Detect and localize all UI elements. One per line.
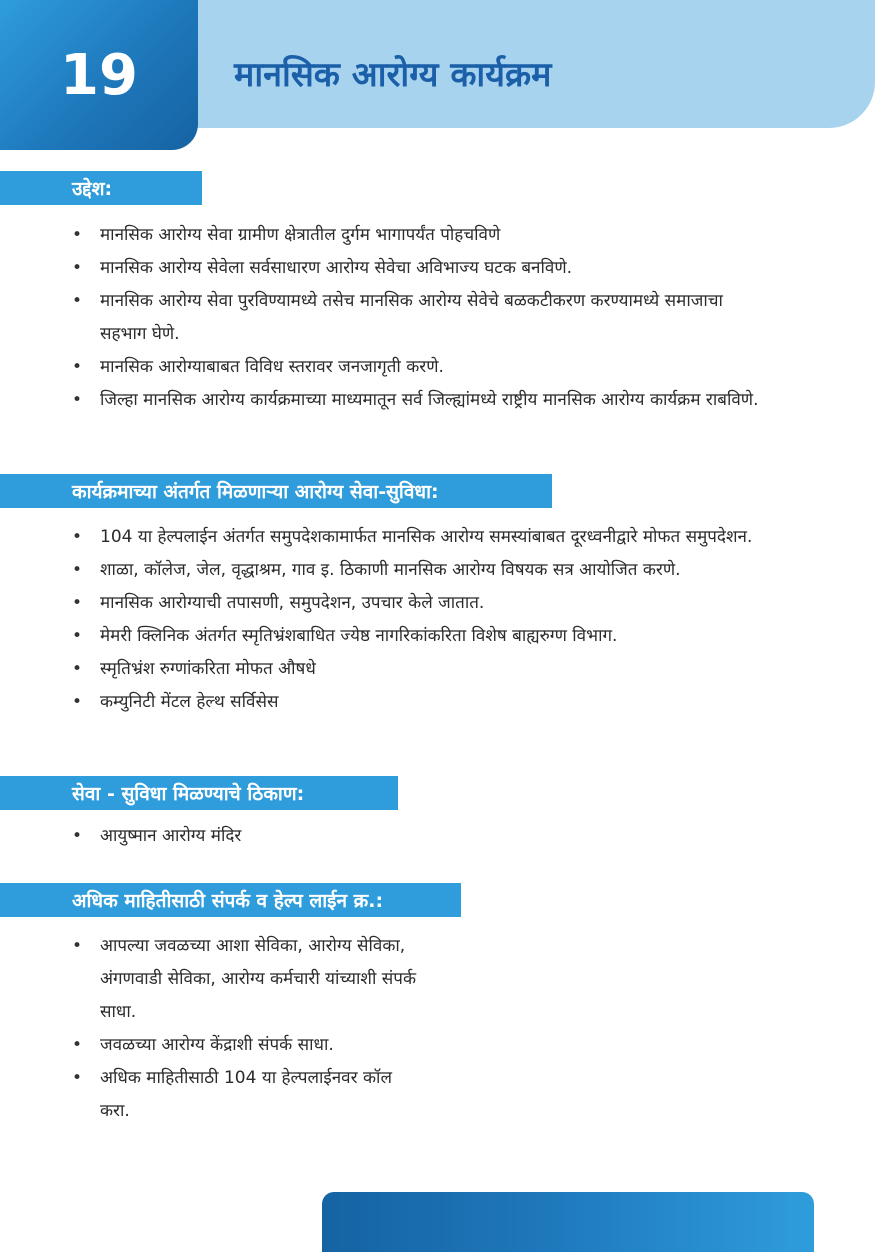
footer-bar xyxy=(322,1192,814,1252)
list-item: • मानसिक आरोग्य सेवा ग्रामीण क्षेत्रातील दुर्गम भागापर्यंत पोहचविणे xyxy=(72,219,762,252)
section-heading-services: कार्यक्रमाच्या अंतर्गत मिळणाऱ्या आरोग्य सेवा-सुविधा: xyxy=(0,474,552,508)
list-item: • 104 या हेल्पलाईन अंतर्गत समुपदेशकामार्फत मानसिक आरोग्य समस्यांबाबत दूरध्वनीद्वारे मोफत समुपदेशन. xyxy=(72,521,802,554)
section-heading-locations: सेवा - सुविधा मिळण्याचे ठिकाण: xyxy=(0,776,398,810)
list-item: • मानसिक आरोग्य सेवेला सर्वसाधारण आरोग्य सेवेचा अविभाज्य घटक बनविणे. xyxy=(72,252,762,285)
list-item: • आयुष्मान आरोग्य मंदिर xyxy=(72,820,762,853)
list-item: • जिल्हा मानसिक आरोग्य कार्यक्रमाच्या माध्यमातून सर्व जिल्ह्यांमध्ये राष्ट्रीय मानसिक आरोग्य कार्यक्रम राबविणे. xyxy=(72,384,762,417)
list-item: • स्मृतिभ्रंश रुग्णांकरिता मोफत औषधे xyxy=(72,653,802,686)
services-list xyxy=(72,521,802,719)
list-item: • आपल्या जवळच्या आशा सेविका, आरोग्य सेविका, अंगणवाडी सेविका, आरोग्य कर्मचारी यांच्याशी संपर्क साधा. xyxy=(72,930,422,1029)
chapter-number: 19 xyxy=(0,0,198,150)
locations-list xyxy=(72,820,762,853)
list-item: • मानसिक आरोग्याची तपासणी, समुपदेशन, उपचार केले जातात. xyxy=(72,587,802,620)
page-title: मानसिक आरोग्य कार्यक्रम xyxy=(234,55,552,95)
list-item: • कम्युनिटी मेंटल हेल्थ सर्विसेस xyxy=(72,686,802,719)
section-heading-contact: अधिक माहितीसाठी संपर्क व हेल्प लाईन क्र.: xyxy=(0,883,461,917)
objectives-list xyxy=(72,219,762,417)
list-item: • अधिक माहितीसाठी 104 या हेल्पलाईनवर कॉल करा. xyxy=(72,1062,422,1128)
contact-list xyxy=(72,930,422,1128)
list-item: • शाळा, कॉलेज, जेल, वृद्धाश्रम, गाव इ. ठिकाणी मानसिक आरोग्य विषयक सत्र आयोजित करणे. xyxy=(72,554,802,587)
list-item: • जवळच्या आरोग्य केंद्राशी संपर्क साधा. xyxy=(72,1029,422,1062)
list-item: • मेमरी क्लिनिक अंतर्गत स्मृतिभ्रंशबाधित ज्येष्ठ नागरिकांकरिता विशेष बाह्यरुग्ण विभाग. xyxy=(72,620,802,653)
list-item: • मानसिक आरोग्याबाबत विविध स्तरावर जनजागृती करणे. xyxy=(72,351,762,384)
list-item: • मानसिक आरोग्य सेवा पुरविण्यामध्ये तसेच मानसिक आरोग्य सेवेचे बळकटीकरण करण्यामध्ये समाजाचा सहभाग घेणे. xyxy=(72,285,762,351)
section-heading-objectives: उद्देश: xyxy=(0,171,202,205)
